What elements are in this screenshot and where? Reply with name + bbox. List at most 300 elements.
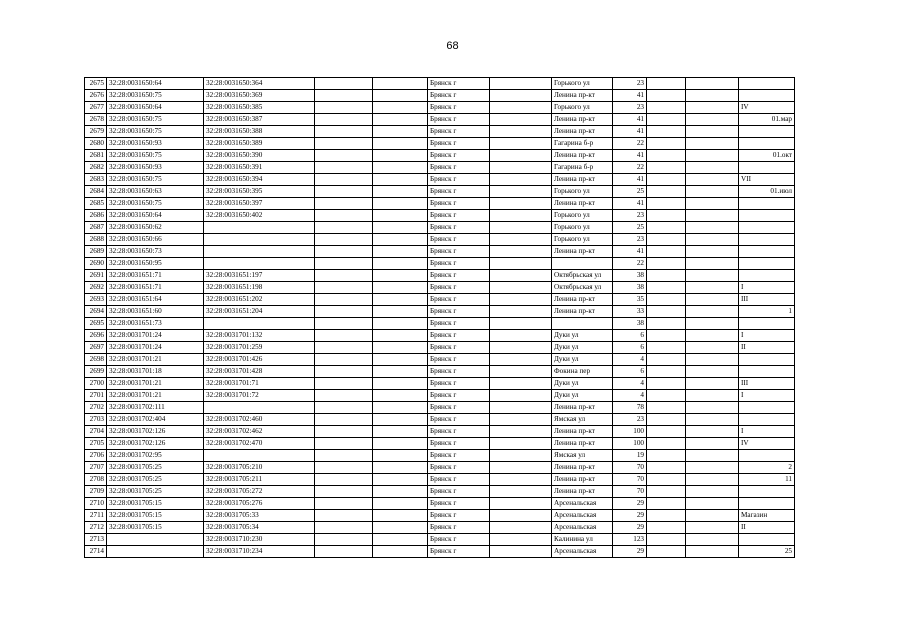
cell-col-11	[686, 354, 739, 366]
cell-col-10	[647, 474, 686, 486]
cell-col-5	[373, 438, 428, 450]
cell-city: Брянск г	[428, 90, 490, 102]
cell-parcel-number: 32:28:0031650:75	[107, 198, 204, 210]
cell-col-4	[315, 294, 373, 306]
cell-col-4	[315, 162, 373, 174]
cell-col-5	[373, 210, 428, 222]
cell-row-index: 2699	[85, 366, 107, 378]
cell-note: III	[739, 378, 795, 390]
cell-col-4	[315, 198, 373, 210]
table-row	[85, 354, 795, 366]
cell-col-4	[315, 378, 373, 390]
cell-object-number: 32:28:0031705:210	[204, 462, 315, 474]
table-row	[85, 198, 795, 210]
cell-col-5	[373, 114, 428, 126]
cell-col-10	[647, 90, 686, 102]
cell-col-11	[686, 78, 739, 90]
cell-col-5	[373, 390, 428, 402]
cell-parcel-number: 32:28:0031701:24	[107, 330, 204, 342]
cell-col-11	[686, 510, 739, 522]
cell-note: 25	[739, 546, 795, 558]
cell-col-5	[373, 270, 428, 282]
cell-col-10	[647, 426, 686, 438]
cell-col-10	[647, 246, 686, 258]
cell-note: I	[739, 390, 795, 402]
cell-note: IV	[739, 438, 795, 450]
cell-note: III	[739, 294, 795, 306]
cell-col-11	[686, 234, 739, 246]
cell-city: Брянск г	[428, 102, 490, 114]
cell-col-11	[686, 258, 739, 270]
cell-col-7	[490, 510, 552, 522]
cell-city: Брянск г	[428, 222, 490, 234]
cell-col-7	[490, 438, 552, 450]
cell-object-number: 32:28:0031651:197	[204, 270, 315, 282]
cell-row-index: 2679	[85, 126, 107, 138]
cell-note	[739, 90, 795, 102]
cell-parcel-number: 32:28:0031650:93	[107, 138, 204, 150]
cell-city: Брянск г	[428, 462, 490, 474]
cell-col-5	[373, 186, 428, 198]
cell-city: Брянск г	[428, 258, 490, 270]
cell-col-7	[490, 462, 552, 474]
cell-city: Брянск г	[428, 354, 490, 366]
cell-house: 38	[613, 318, 647, 330]
cell-col-7	[490, 258, 552, 270]
cell-col-4	[315, 438, 373, 450]
cell-col-10	[647, 222, 686, 234]
cell-col-4	[315, 210, 373, 222]
cell-city: Брянск г	[428, 534, 490, 546]
cell-col-4	[315, 174, 373, 186]
cell-object-number: 32:28:0031651:202	[204, 294, 315, 306]
cell-note	[739, 450, 795, 462]
cell-col-7	[490, 138, 552, 150]
cell-street: Ленина пр-кт	[552, 174, 613, 186]
cell-col-11	[686, 246, 739, 258]
cell-object-number: 32:28:0031701:132	[204, 330, 315, 342]
cell-parcel-number: 32:28:0031702:95	[107, 450, 204, 462]
cell-house: 41	[613, 126, 647, 138]
cell-col-10	[647, 294, 686, 306]
cell-col-10	[647, 402, 686, 414]
cell-object-number: 32:28:0031710:230	[204, 534, 315, 546]
cell-street: Дуки ул	[552, 354, 613, 366]
cell-col-10	[647, 234, 686, 246]
cell-col-11	[686, 366, 739, 378]
cell-parcel-number: 32:28:0031650:75	[107, 150, 204, 162]
cell-street: Ленина пр-кт	[552, 474, 613, 486]
cell-col-4	[315, 462, 373, 474]
cell-note: VII	[739, 174, 795, 186]
cell-row-index: 2682	[85, 162, 107, 174]
cell-note	[739, 534, 795, 546]
cell-city: Брянск г	[428, 342, 490, 354]
cell-street: Горького ул	[552, 234, 613, 246]
cell-house: 70	[613, 486, 647, 498]
cell-house: 29	[613, 510, 647, 522]
cell-note: 01.июл	[739, 186, 795, 198]
cell-col-7	[490, 162, 552, 174]
cell-row-index: 2709	[85, 486, 107, 498]
cell-col-7	[490, 486, 552, 498]
cell-col-5	[373, 402, 428, 414]
cell-col-5	[373, 234, 428, 246]
cell-col-5	[373, 258, 428, 270]
cell-col-4	[315, 282, 373, 294]
table-row	[85, 486, 795, 498]
cell-col-10	[647, 270, 686, 282]
cell-house: 4	[613, 354, 647, 366]
cell-col-11	[686, 474, 739, 486]
cell-street: Октябрьская ул	[552, 270, 613, 282]
cell-col-7	[490, 186, 552, 198]
cell-object-number: 32:28:0031650:394	[204, 174, 315, 186]
cell-col-5	[373, 78, 428, 90]
cell-col-5	[373, 342, 428, 354]
cell-object-number: 32:28:0031705:272	[204, 486, 315, 498]
cell-note: Магазин	[739, 510, 795, 522]
cell-note: 01.мар	[739, 114, 795, 126]
cell-row-index: 2687	[85, 222, 107, 234]
cell-row-index: 2705	[85, 438, 107, 450]
cell-col-7	[490, 390, 552, 402]
cell-col-10	[647, 174, 686, 186]
table-row	[85, 378, 795, 390]
cell-city: Брянск г	[428, 294, 490, 306]
cell-col-7	[490, 330, 552, 342]
cell-col-11	[686, 534, 739, 546]
register-table	[84, 77, 795, 558]
table-row	[85, 522, 795, 534]
cell-col-7	[490, 222, 552, 234]
cell-parcel-number: 32:28:0031705:25	[107, 462, 204, 474]
cell-col-11	[686, 318, 739, 330]
cell-col-10	[647, 138, 686, 150]
cell-col-11	[686, 102, 739, 114]
cell-row-index: 2684	[85, 186, 107, 198]
cell-col-4	[315, 318, 373, 330]
cell-parcel-number: 32:28:0031702:404	[107, 414, 204, 426]
cell-row-index: 2712	[85, 522, 107, 534]
cell-parcel-number: 32:28:0031650:75	[107, 90, 204, 102]
cell-house: 41	[613, 114, 647, 126]
cell-city: Брянск г	[428, 486, 490, 498]
cell-street: Ленина пр-кт	[552, 114, 613, 126]
cell-col-10	[647, 186, 686, 198]
cell-col-5	[373, 486, 428, 498]
cell-object-number: 32:28:0031710:234	[204, 546, 315, 558]
cell-house: 123	[613, 534, 647, 546]
table-row	[85, 246, 795, 258]
cell-street: Дуки ул	[552, 390, 613, 402]
cell-row-index: 2697	[85, 342, 107, 354]
cell-col-11	[686, 306, 739, 318]
cell-city: Брянск г	[428, 498, 490, 510]
cell-parcel-number: 32:28:0031650:66	[107, 234, 204, 246]
cell-row-index: 2675	[85, 78, 107, 90]
cell-row-index: 2691	[85, 270, 107, 282]
cell-street: Горького ул	[552, 222, 613, 234]
cell-col-4	[315, 414, 373, 426]
table-row	[85, 342, 795, 354]
cell-col-11	[686, 90, 739, 102]
cell-col-5	[373, 198, 428, 210]
cell-house: 22	[613, 162, 647, 174]
table-row	[85, 330, 795, 342]
cell-house: 25	[613, 222, 647, 234]
cell-city: Брянск г	[428, 390, 490, 402]
cell-col-7	[490, 498, 552, 510]
cell-street: Горького ул	[552, 186, 613, 198]
cell-row-index: 2710	[85, 498, 107, 510]
cell-col-7	[490, 234, 552, 246]
cell-street: Ленина пр-кт	[552, 402, 613, 414]
cell-col-5	[373, 306, 428, 318]
table-row	[85, 258, 795, 270]
cell-col-4	[315, 450, 373, 462]
cell-object-number: 32:28:0031701:426	[204, 354, 315, 366]
cell-parcel-number	[107, 534, 204, 546]
cell-col-4	[315, 330, 373, 342]
cell-object-number: 32:28:0031701:71	[204, 378, 315, 390]
cell-col-11	[686, 138, 739, 150]
cell-parcel-number: 32:28:0031705:15	[107, 498, 204, 510]
cell-parcel-number: 32:28:0031650:64	[107, 210, 204, 222]
cell-parcel-number: 32:28:0031650:75	[107, 174, 204, 186]
cell-col-11	[686, 126, 739, 138]
cell-house: 41	[613, 174, 647, 186]
cell-parcel-number: 32:28:0031705:25	[107, 486, 204, 498]
cell-row-index: 2685	[85, 198, 107, 210]
cell-col-11	[686, 546, 739, 558]
cell-street: Ленина пр-кт	[552, 90, 613, 102]
cell-house: 23	[613, 78, 647, 90]
cell-parcel-number: 32:28:0031651:64	[107, 294, 204, 306]
cell-col-10	[647, 318, 686, 330]
cell-city: Брянск г	[428, 318, 490, 330]
cell-col-7	[490, 210, 552, 222]
cell-parcel-number: 32:28:0031651:60	[107, 306, 204, 318]
table-row	[85, 534, 795, 546]
cell-col-4	[315, 354, 373, 366]
cell-city: Брянск г	[428, 474, 490, 486]
cell-col-10	[647, 366, 686, 378]
cell-col-10	[647, 462, 686, 474]
cell-col-4	[315, 522, 373, 534]
cell-col-11	[686, 498, 739, 510]
cell-col-10	[647, 438, 686, 450]
cell-house: 38	[613, 282, 647, 294]
cell-street: Фокина пер	[552, 366, 613, 378]
cell-house: 78	[613, 402, 647, 414]
cell-street: Ленина пр-кт	[552, 306, 613, 318]
cell-row-index: 2696	[85, 330, 107, 342]
cell-col-5	[373, 318, 428, 330]
cell-note	[739, 354, 795, 366]
cell-street: Дуки ул	[552, 378, 613, 390]
table-row	[85, 450, 795, 462]
cell-object-number: 32:28:0031702:470	[204, 438, 315, 450]
cell-parcel-number: 32:28:0031702:126	[107, 426, 204, 438]
cell-note: I	[739, 426, 795, 438]
cell-parcel-number: 32:28:0031650:95	[107, 258, 204, 270]
table-row	[85, 462, 795, 474]
cell-col-7	[490, 534, 552, 546]
cell-col-5	[373, 498, 428, 510]
cell-col-7	[490, 90, 552, 102]
cell-parcel-number: 32:28:0031651:73	[107, 318, 204, 330]
cell-parcel-number: 32:28:0031705:15	[107, 522, 204, 534]
cell-street: Калинина ул	[552, 534, 613, 546]
cell-note: 1	[739, 306, 795, 318]
cell-city: Брянск г	[428, 114, 490, 126]
cell-street	[552, 318, 613, 330]
cell-object-number: 32:28:0031650:402	[204, 210, 315, 222]
cell-row-index: 2711	[85, 510, 107, 522]
cell-note	[739, 366, 795, 378]
cell-col-5	[373, 414, 428, 426]
cell-street: Ленина пр-кт	[552, 198, 613, 210]
cell-col-4	[315, 246, 373, 258]
cell-col-11	[686, 390, 739, 402]
cell-parcel-number: 32:28:0031651:71	[107, 270, 204, 282]
cell-col-5	[373, 546, 428, 558]
table-row	[85, 222, 795, 234]
cell-col-4	[315, 186, 373, 198]
cell-col-5	[373, 90, 428, 102]
cell-col-4	[315, 90, 373, 102]
cell-parcel-number: 32:28:0031701:24	[107, 342, 204, 354]
cell-street: Горького ул	[552, 102, 613, 114]
cell-object-number: 32:28:0031705:33	[204, 510, 315, 522]
cell-city: Брянск г	[428, 150, 490, 162]
cell-house: 41	[613, 246, 647, 258]
cell-col-4	[315, 498, 373, 510]
cell-object-number: 32:28:0031701:428	[204, 366, 315, 378]
cell-note	[739, 402, 795, 414]
cell-col-5	[373, 522, 428, 534]
cell-col-4	[315, 138, 373, 150]
cell-house: 33	[613, 306, 647, 318]
cell-col-7	[490, 342, 552, 354]
cell-col-5	[373, 462, 428, 474]
cell-house: 41	[613, 150, 647, 162]
cell-col-5	[373, 294, 428, 306]
cell-note: 11	[739, 474, 795, 486]
cell-col-5	[373, 426, 428, 438]
cell-street: Ямская ул	[552, 450, 613, 462]
table-row	[85, 306, 795, 318]
cell-row-index: 2690	[85, 258, 107, 270]
cell-note: 01.окт	[739, 150, 795, 162]
cell-object-number	[204, 222, 315, 234]
cell-house: 29	[613, 498, 647, 510]
cell-col-4	[315, 306, 373, 318]
table-row	[85, 426, 795, 438]
cell-col-11	[686, 450, 739, 462]
cell-col-7	[490, 450, 552, 462]
cell-col-11	[686, 438, 739, 450]
cell-object-number: 32:28:0031650:389	[204, 138, 315, 150]
cell-col-5	[373, 102, 428, 114]
table-row	[85, 546, 795, 558]
cell-object-number: 32:28:0031702:462	[204, 426, 315, 438]
cell-row-index: 2677	[85, 102, 107, 114]
table-row	[85, 318, 795, 330]
cell-street: Арсенальская	[552, 498, 613, 510]
cell-row-index: 2692	[85, 282, 107, 294]
cell-parcel-number: 32:28:0031650:64	[107, 78, 204, 90]
cell-row-index: 2707	[85, 462, 107, 474]
cell-city: Брянск г	[428, 426, 490, 438]
cell-col-4	[315, 546, 373, 558]
cell-city: Брянск г	[428, 78, 490, 90]
cell-col-4	[315, 366, 373, 378]
cell-house: 22	[613, 138, 647, 150]
cell-row-index: 2695	[85, 318, 107, 330]
register-table-body	[85, 78, 795, 558]
cell-house: 29	[613, 522, 647, 534]
cell-col-7	[490, 546, 552, 558]
table-row	[85, 366, 795, 378]
cell-parcel-number: 32:28:0031650:73	[107, 246, 204, 258]
cell-col-10	[647, 342, 686, 354]
cell-row-index: 2702	[85, 402, 107, 414]
cell-col-4	[315, 114, 373, 126]
cell-street: Арсенальская	[552, 546, 613, 558]
table-row	[85, 90, 795, 102]
cell-row-index: 2686	[85, 210, 107, 222]
cell-city: Брянск г	[428, 174, 490, 186]
cell-note: II	[739, 342, 795, 354]
cell-col-4	[315, 270, 373, 282]
cell-col-10	[647, 78, 686, 90]
cell-city: Брянск г	[428, 270, 490, 282]
cell-col-7	[490, 126, 552, 138]
cell-street: Ленина пр-кт	[552, 486, 613, 498]
cell-city: Брянск г	[428, 126, 490, 138]
cell-city: Брянск г	[428, 246, 490, 258]
cell-street: Горького ул	[552, 210, 613, 222]
cell-object-number: 32:28:0031705:34	[204, 522, 315, 534]
cell-house: 23	[613, 414, 647, 426]
cell-object-number: 32:28:0031651:204	[204, 306, 315, 318]
cell-col-10	[647, 102, 686, 114]
cell-row-index: 2680	[85, 138, 107, 150]
cell-object-number	[204, 402, 315, 414]
cell-col-10	[647, 162, 686, 174]
cell-house: 38	[613, 270, 647, 282]
table-row	[85, 438, 795, 450]
cell-house: 23	[613, 102, 647, 114]
cell-col-11	[686, 330, 739, 342]
cell-city: Брянск г	[428, 306, 490, 318]
cell-house: 70	[613, 474, 647, 486]
cell-col-10	[647, 486, 686, 498]
cell-street: Арсенальская	[552, 522, 613, 534]
cell-object-number	[204, 450, 315, 462]
cell-object-number	[204, 258, 315, 270]
cell-col-10	[647, 510, 686, 522]
cell-col-11	[686, 486, 739, 498]
cell-parcel-number: 32:28:0031650:62	[107, 222, 204, 234]
cell-parcel-number: 32:28:0031701:21	[107, 354, 204, 366]
cell-col-10	[647, 210, 686, 222]
cell-parcel-number: 32:28:0031705:25	[107, 474, 204, 486]
cell-col-10	[647, 522, 686, 534]
table-row	[85, 78, 795, 90]
